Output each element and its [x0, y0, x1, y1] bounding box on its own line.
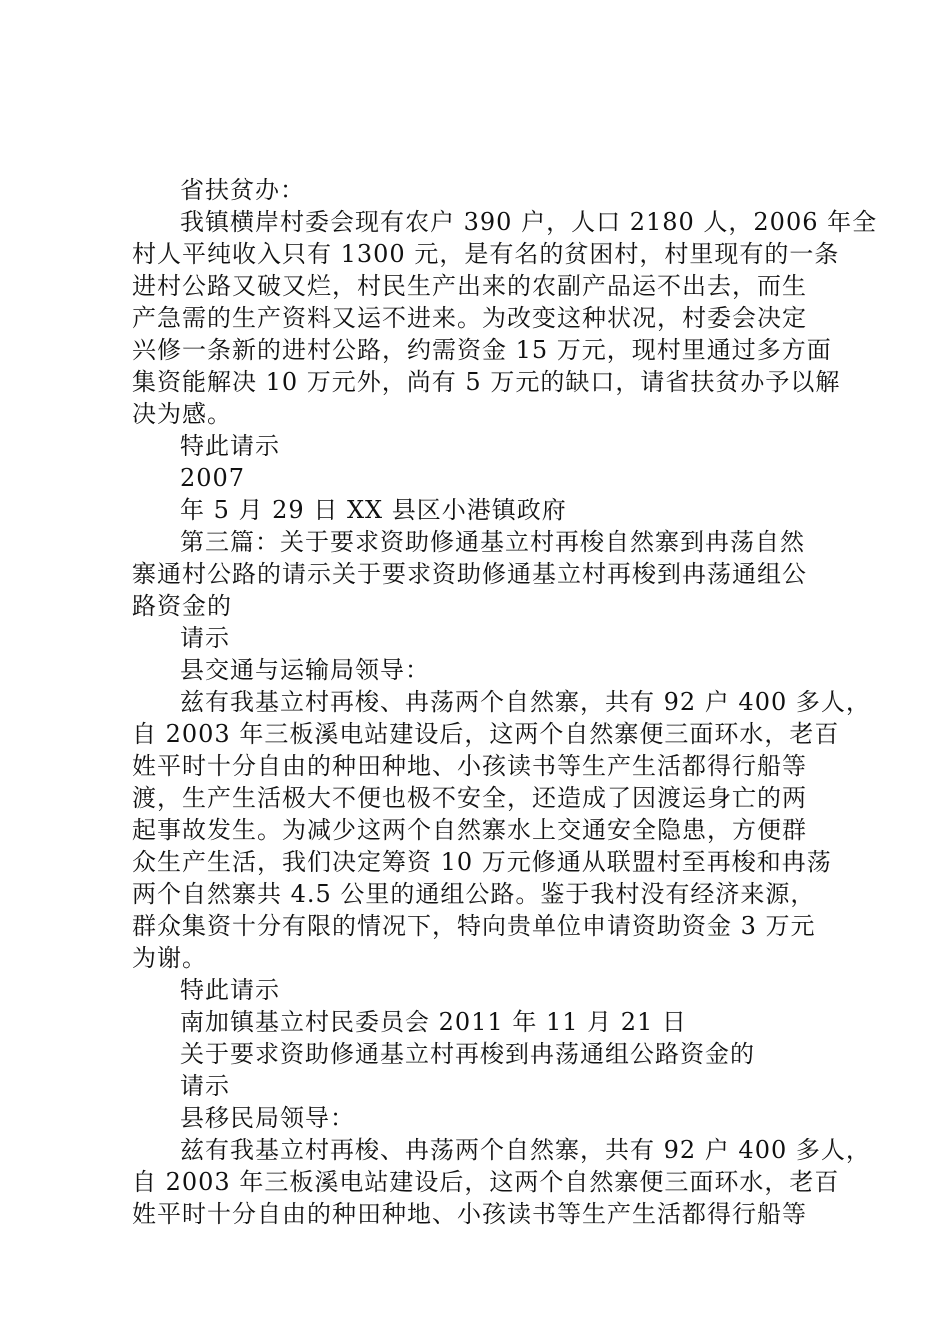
- text-line: 自 2003 年三板溪电站建设后，这两个自然寨便三面环水，老百: [132, 1168, 840, 1196]
- text-line: 兴修一条新的进村公路，约需资金 15 万元，现村里通过多方面: [132, 336, 832, 364]
- text-line: 特此请示: [180, 976, 280, 1004]
- text-line: 渡，生产生活极大不便也极不安全，还造成了因渡运身亡的两: [132, 784, 807, 812]
- text-line: 村人平纯收入只有 1300 元，是有名的贫困村，村里现有的一条: [132, 240, 840, 268]
- text-line: 省扶贫办：: [180, 176, 305, 204]
- text-line: 众生产生活，我们决定筹资 10 万元修通从联盟村至再梭和冉荡: [132, 848, 832, 876]
- section-heading-line: 第三篇：关于要求资助修通基立村再梭自然寨到冉荡自然: [180, 528, 805, 556]
- text-line: 特此请示: [180, 432, 280, 460]
- text-line: 年 5 月 29 日 XX 县区小港镇政府: [180, 496, 567, 524]
- text-line: 群众集资十分有限的情况下，特向贵单位申请资助资金 3 万元: [132, 912, 816, 940]
- text-line: 2007: [180, 464, 246, 492]
- text-line: 集资能解决 10 万元外，尚有 5 万元的缺口，请省扶贫办予以解: [132, 368, 841, 396]
- text-line: 我镇横岸村委会现有农户 390 户，人口 2180 人，2006 年全: [180, 208, 878, 236]
- text-line: 关于要求资助修通基立村再梭到冉荡通组公路资金的: [180, 1040, 755, 1068]
- text-line: 姓平时十分自由的种田种地、小孩读书等生产生活都得行船等: [132, 752, 807, 780]
- text-line: 请示: [180, 1072, 230, 1100]
- text-line: 为谢。: [132, 944, 207, 972]
- text-line: 兹有我基立村再梭、冉荡两个自然寨，共有 92 户 400 多人，: [180, 1136, 871, 1164]
- section-heading-line: 路资金的: [132, 592, 232, 620]
- text-line: 请示: [180, 624, 230, 652]
- text-line: 南加镇基立村民委员会 2011 年 11 月 21 日: [180, 1008, 687, 1036]
- text-line: 县交通与运输局领导：: [180, 656, 430, 684]
- text-line: 姓平时十分自由的种田种地、小孩读书等生产生活都得行船等: [132, 1200, 807, 1228]
- text-line: 自 2003 年三板溪电站建设后，这两个自然寨便三面环水，老百: [132, 720, 840, 748]
- text-line: 决为感。: [132, 400, 232, 428]
- text-line: 产急需的生产资料又运不进来。为改变这种状况，村委会决定: [132, 304, 807, 332]
- text-line: 兹有我基立村再梭、冉荡两个自然寨，共有 92 户 400 多人，: [180, 688, 871, 716]
- text-line: 起事故发生。为减少这两个自然寨水上交通安全隐患，方便群: [132, 816, 807, 844]
- section-heading-line: 寨通村公路的请示关于要求资助修通基立村再梭到冉荡通组公: [132, 560, 807, 588]
- text-line: 两个自然寨共 4.5 公里的通组公路。鉴于我村没有经济来源，: [132, 880, 816, 908]
- text-line: 县移民局领导：: [180, 1104, 355, 1132]
- text-line: 进村公路又破又烂，村民生产出来的农副产品运不出去，而生: [132, 272, 807, 300]
